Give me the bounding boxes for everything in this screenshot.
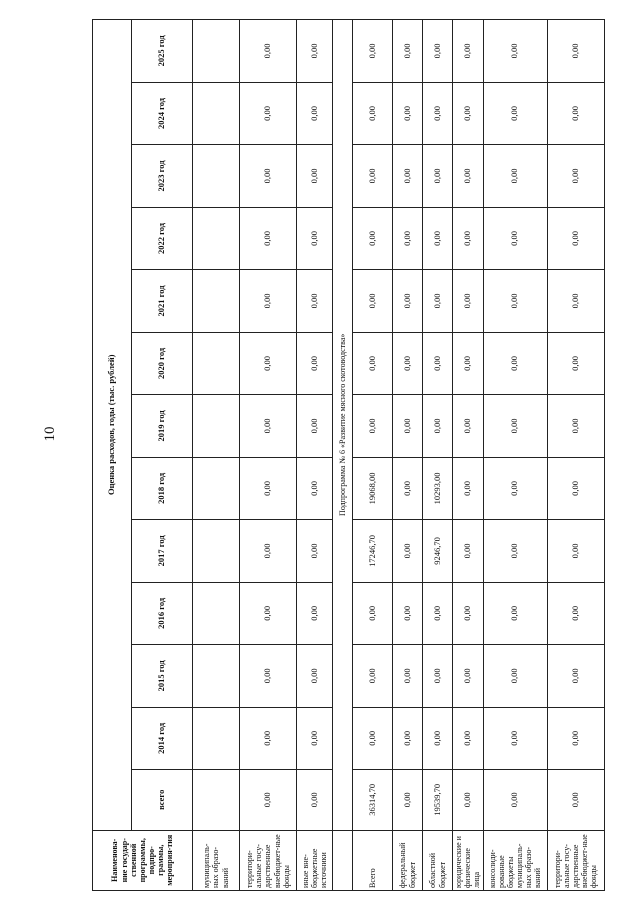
value-cell [193, 395, 240, 457]
value-cell: 0,00 [297, 707, 333, 769]
value-cell: 0,00 [393, 520, 423, 582]
row-label: юридические и физические лица [453, 830, 484, 890]
value-cell [193, 457, 240, 519]
value-cell: 19539,70 [423, 770, 453, 830]
value-cell: 0,00 [240, 457, 297, 519]
table-row [297, 20, 333, 891]
table-row [353, 20, 393, 891]
value-cell: 0,00 [483, 145, 547, 207]
value-cell: 17246,70 [353, 520, 393, 582]
year-header: всего [132, 770, 193, 830]
value-cell: 0,00 [297, 457, 333, 519]
year-header: 2014 год [132, 707, 193, 769]
value-cell [193, 770, 240, 830]
value-cell: 0,00 [393, 332, 423, 394]
subprogram-empty-cell [333, 830, 353, 890]
value-cell: 10293,00 [423, 457, 453, 519]
value-cell: 0,00 [547, 582, 604, 644]
value-cell: 0,00 [453, 395, 484, 457]
value-cell: 0,00 [240, 82, 297, 144]
year-header: 2019 год [132, 395, 193, 457]
value-cell: 0,00 [297, 207, 333, 269]
value-cell: 0,00 [297, 20, 333, 83]
value-cell: 0,00 [240, 582, 297, 644]
value-cell: 0,00 [453, 645, 484, 707]
table-row [193, 20, 240, 891]
value-cell: 0,00 [453, 145, 484, 207]
year-header: 2017 год [132, 520, 193, 582]
subprogram-row [333, 20, 353, 891]
value-cell: 0,00 [547, 332, 604, 394]
value-cell: 0,00 [547, 645, 604, 707]
value-cell [193, 332, 240, 394]
value-cell: 0,00 [453, 332, 484, 394]
value-cell: 0,00 [240, 520, 297, 582]
expense-table [92, 19, 605, 891]
year-header: 2021 год [132, 270, 193, 332]
value-cell: 0,00 [240, 270, 297, 332]
row-label: Всего [353, 830, 393, 890]
value-cell: 0,00 [393, 707, 423, 769]
value-cell: 19068,00 [353, 457, 393, 519]
value-cell: 0,00 [453, 82, 484, 144]
value-cell [193, 582, 240, 644]
year-header: 2024 год [132, 82, 193, 144]
value-cell: 0,00 [547, 520, 604, 582]
value-cell: 0,00 [297, 770, 333, 830]
year-header: 2022 год [132, 207, 193, 269]
year-header: 2025 год [132, 20, 193, 83]
table-row [423, 20, 453, 891]
value-cell [193, 707, 240, 769]
value-cell: 0,00 [453, 20, 484, 83]
value-cell: 0,00 [483, 82, 547, 144]
value-cell [193, 645, 240, 707]
expense-group-header: Оценка расходов, годы (тыс. рублей) [93, 20, 132, 831]
value-cell: 0,00 [483, 270, 547, 332]
row-label: муниципаль-ных образо-ваний [193, 830, 240, 890]
value-cell [193, 20, 240, 83]
value-cell: 0,00 [353, 645, 393, 707]
value-cell: 0,00 [453, 520, 484, 582]
table-row [483, 20, 547, 891]
value-cell [193, 270, 240, 332]
value-cell: 0,00 [297, 582, 333, 644]
value-cell: 0,00 [483, 520, 547, 582]
table-row [453, 20, 484, 891]
value-cell: 0,00 [393, 645, 423, 707]
row-label: консолиди-рованные бюджеты муниципаль-ных образо-ваний [483, 830, 547, 890]
value-cell: 0,00 [453, 707, 484, 769]
value-cell: 0,00 [547, 20, 604, 83]
table-row [547, 20, 604, 891]
value-cell: 0,00 [353, 395, 393, 457]
value-cell: 0,00 [393, 270, 423, 332]
value-cell: 0,00 [353, 707, 393, 769]
value-cell: 0,00 [423, 207, 453, 269]
row-label: иные вне-бюджетные источники [297, 830, 333, 890]
value-cell: 0,00 [240, 707, 297, 769]
value-cell: 0,00 [547, 82, 604, 144]
value-cell: 0,00 [297, 145, 333, 207]
value-cell: 0,00 [297, 332, 333, 394]
value-cell: 0,00 [483, 20, 547, 83]
subprogram-title: Подпрограмма № 6 «Развитие мясного скотоводства» [333, 20, 353, 831]
row-label: территори-альные госу-дарственные внебюджет-ные фонды [547, 830, 604, 890]
page-number: 10 [42, 426, 58, 442]
row-label: территори-альные госу-дарственные внебюджет-ные фонды [240, 830, 297, 890]
value-cell: 0,00 [240, 332, 297, 394]
value-cell: 0,00 [423, 707, 453, 769]
value-cell: 0,00 [483, 707, 547, 769]
value-cell: 0,00 [353, 20, 393, 83]
value-cell: 0,00 [297, 270, 333, 332]
value-cell: 0,00 [240, 207, 297, 269]
value-cell: 0,00 [483, 457, 547, 519]
value-cell: 0,00 [393, 457, 423, 519]
value-cell [193, 207, 240, 269]
year-header: 2016 год [132, 582, 193, 644]
value-cell: 36314,70 [353, 770, 393, 830]
value-cell: 0,00 [483, 645, 547, 707]
value-cell: 0,00 [423, 395, 453, 457]
value-cell: 0,00 [423, 582, 453, 644]
value-cell: 0,00 [547, 145, 604, 207]
value-cell: 0,00 [423, 270, 453, 332]
value-cell: 0,00 [393, 20, 423, 83]
value-cell: 0,00 [297, 395, 333, 457]
value-cell: 0,00 [547, 207, 604, 269]
value-cell: 0,00 [547, 270, 604, 332]
table-row [240, 20, 297, 891]
value-cell [193, 82, 240, 144]
rotated-table-wrapper [92, 19, 599, 891]
year-header: 2015 год [132, 645, 193, 707]
value-cell: 0,00 [353, 332, 393, 394]
value-cell: 0,00 [483, 582, 547, 644]
name-column-header: Наименова-ние государ-ственной программы, подпро-граммы, мероприя-тия [93, 830, 193, 890]
value-cell: 0,00 [547, 395, 604, 457]
table-row [393, 20, 423, 891]
value-cell: 0,00 [240, 20, 297, 83]
value-cell: 0,00 [547, 707, 604, 769]
value-cell: 0,00 [297, 645, 333, 707]
value-cell: 0,00 [393, 395, 423, 457]
value-cell: 0,00 [423, 82, 453, 144]
value-cell: 0,00 [483, 395, 547, 457]
value-cell: 0,00 [393, 82, 423, 144]
year-header: 2018 год [132, 457, 193, 519]
value-cell: 0,00 [353, 270, 393, 332]
value-cell: 0,00 [393, 207, 423, 269]
value-cell: 9246,70 [423, 520, 453, 582]
value-cell: 0,00 [453, 770, 484, 830]
value-cell: 0,00 [393, 145, 423, 207]
value-cell: 0,00 [353, 207, 393, 269]
value-cell: 0,00 [483, 332, 547, 394]
value-cell: 0,00 [353, 82, 393, 144]
value-cell: 0,00 [547, 770, 604, 830]
value-cell: 0,00 [453, 457, 484, 519]
value-cell: 0,00 [423, 145, 453, 207]
value-cell: 0,00 [453, 207, 484, 269]
value-cell: 0,00 [423, 645, 453, 707]
value-cell: 0,00 [353, 145, 393, 207]
value-cell: 0,00 [393, 582, 423, 644]
year-header: 2023 год [132, 145, 193, 207]
row-label: федеральный бюджет [393, 830, 423, 890]
row-label: областной бюджет [423, 830, 453, 890]
value-cell: 0,00 [423, 20, 453, 83]
value-cell: 0,00 [547, 457, 604, 519]
value-cell: 0,00 [240, 645, 297, 707]
value-cell: 0,00 [297, 82, 333, 144]
value-cell: 0,00 [353, 582, 393, 644]
value-cell: 0,00 [240, 395, 297, 457]
value-cell: 0,00 [423, 332, 453, 394]
value-cell: 0,00 [393, 770, 423, 830]
value-cell: 0,00 [240, 770, 297, 830]
value-cell: 0,00 [483, 207, 547, 269]
value-cell: 0,00 [453, 270, 484, 332]
value-cell: 0,00 [240, 145, 297, 207]
value-cell: 0,00 [453, 582, 484, 644]
value-cell [193, 520, 240, 582]
value-cell: 0,00 [297, 520, 333, 582]
value-cell: 0,00 [483, 770, 547, 830]
value-cell [193, 145, 240, 207]
year-header: 2020 год [132, 332, 193, 394]
